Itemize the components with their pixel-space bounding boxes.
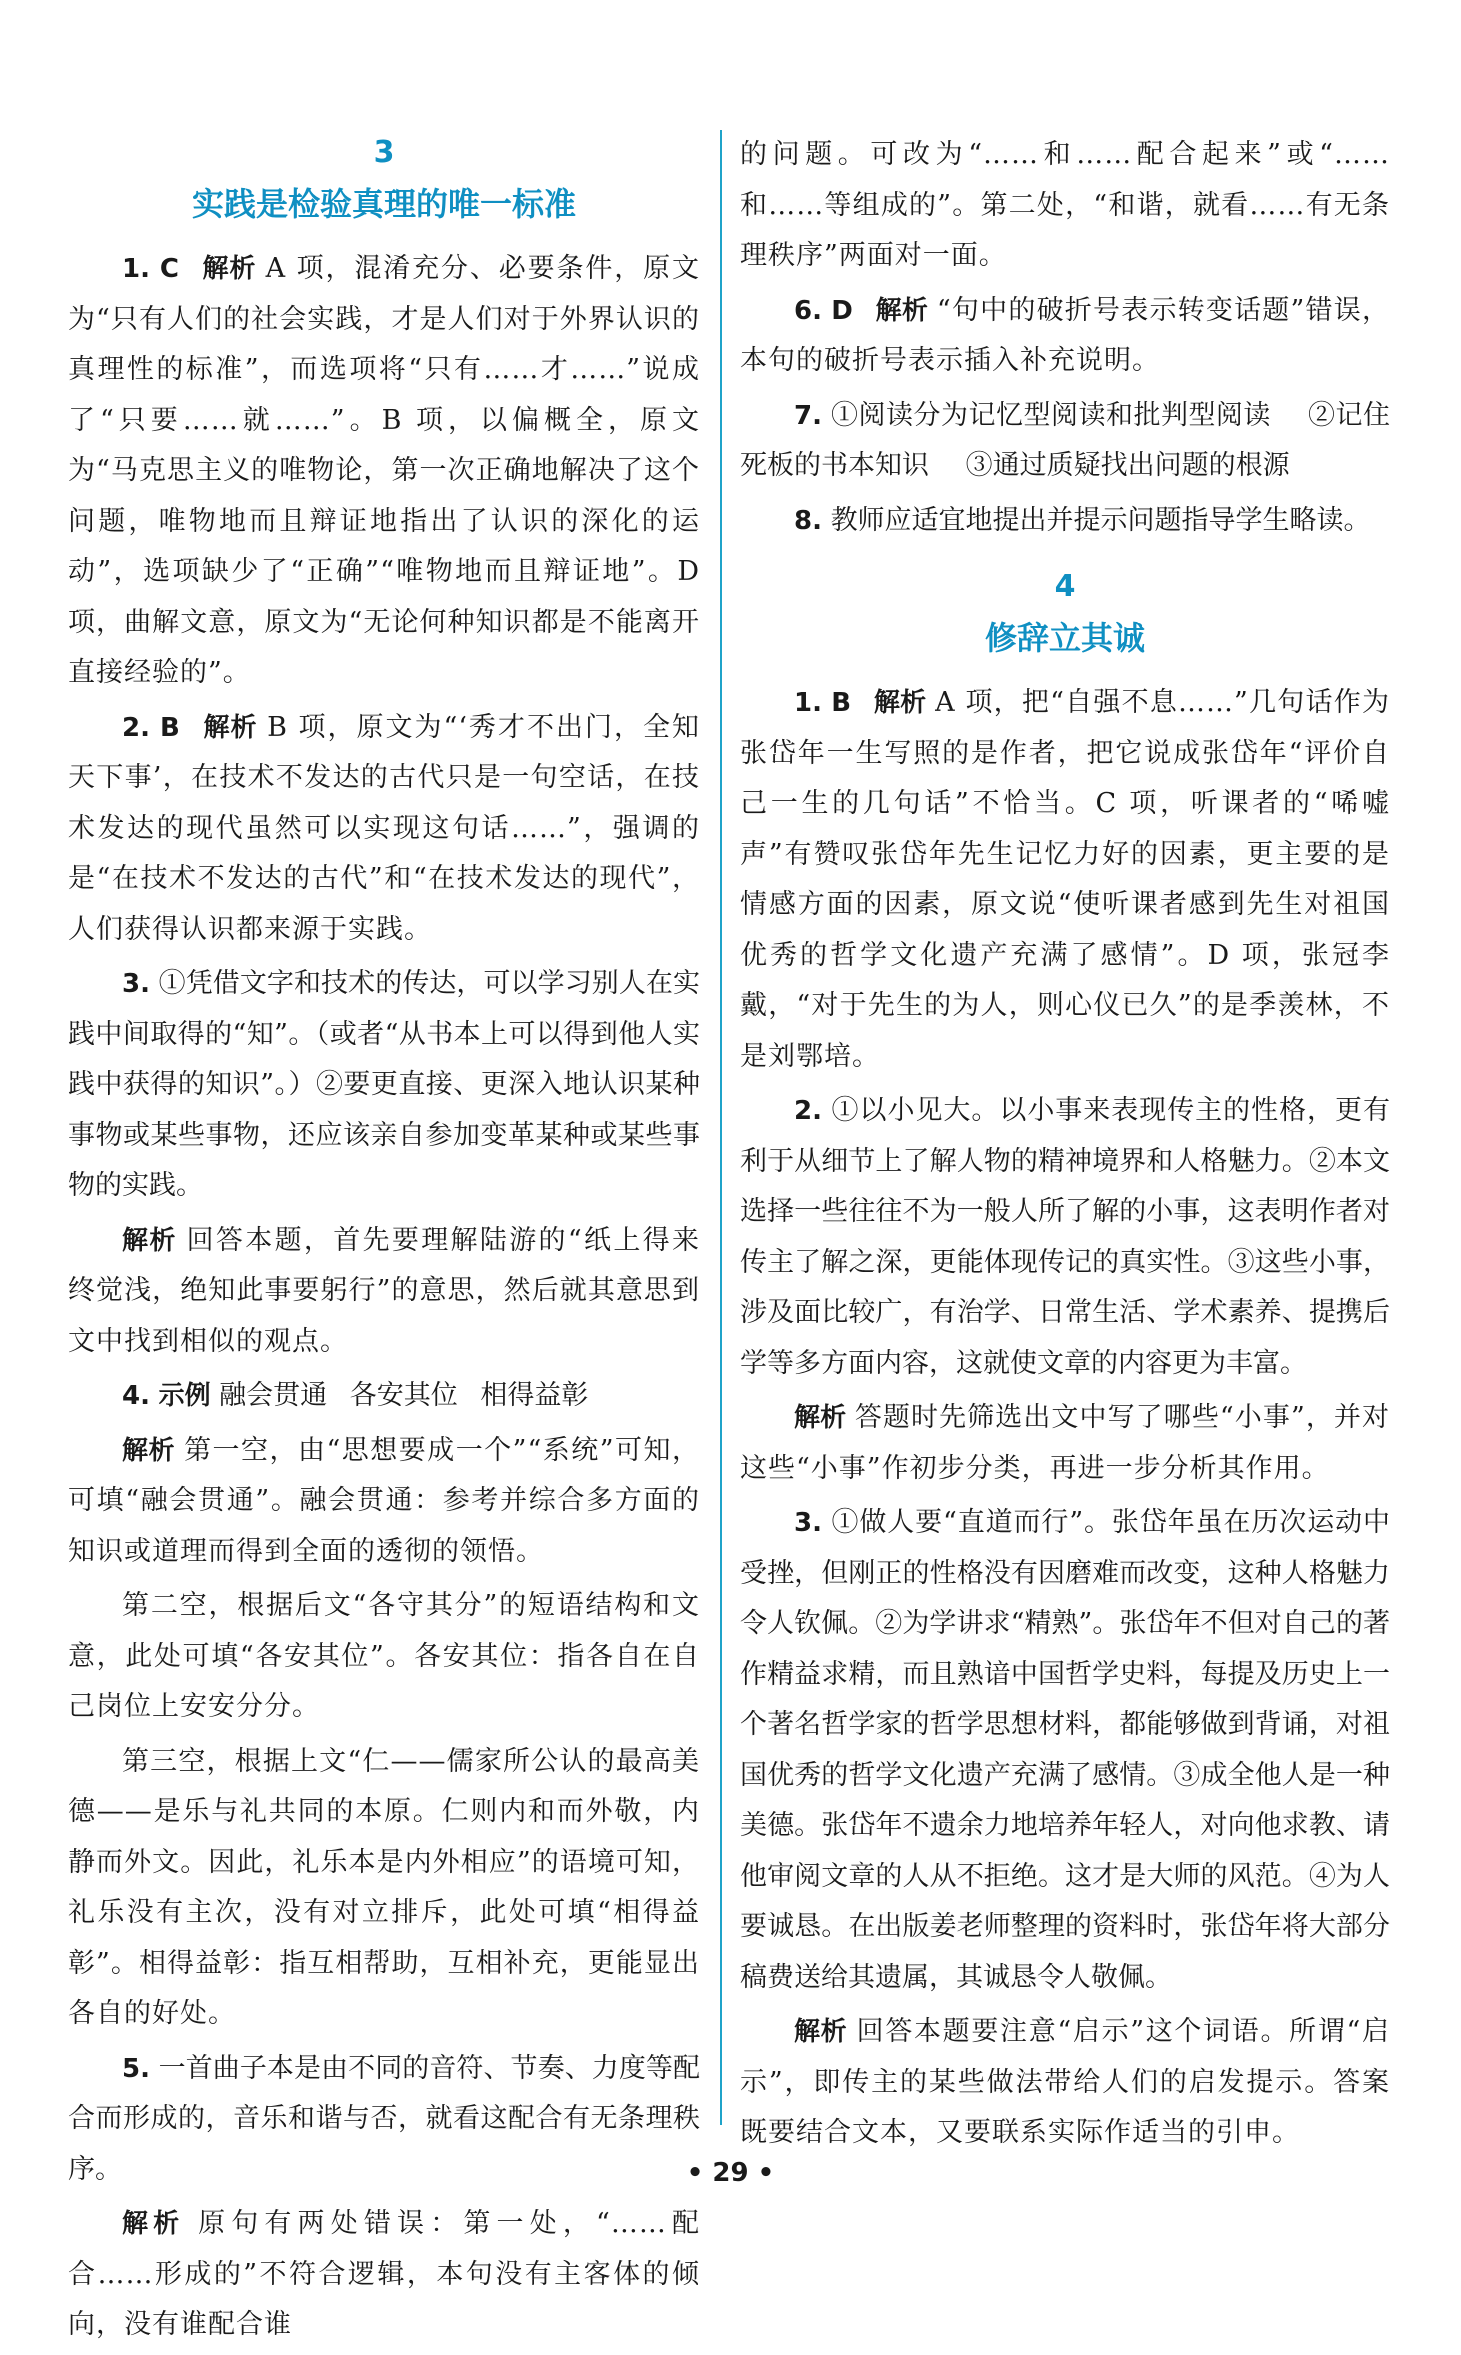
- analysis-label: 解析: [875, 295, 929, 326]
- column-divider: [720, 130, 722, 2125]
- s4-question-2-analysis: [740, 1393, 1390, 1494]
- question-1: [68, 244, 700, 699]
- question-5-analysis: [68, 2199, 700, 2351]
- answer-item: 各安其位: [349, 1380, 458, 1411]
- question-3-analysis: [68, 1216, 700, 1368]
- answer-text: ①凭借文字和技术的传达，可以学习别人在实践中间取得的“知”。（或者“从书本上可以得到他人实践中获得的知识”。）②要更直接、更深入地认识某种事物或某些事物，还应该亲自参加变革某种或某些事物的实践。: [68, 968, 700, 1201]
- analysis-text: 回答本题，首先要理解陆游的“纸上得来终觉浅，绝知此事要躬行”的意思，然后就其意思到文中找到相似的观点。: [68, 1224, 700, 1357]
- analysis-text: B 项，原文为“‘秀才不出门，全知天下事’，在技术不发达的古代只是一句空话，在技术发达的现代虽然可以实现这句话……”，强调的是“在技术不发达的古代”和“在技术发达的现代”，人们获得认识都来源于实践。: [68, 711, 700, 945]
- question-3-answer: [68, 959, 700, 1212]
- right-column: [740, 130, 1390, 2163]
- question-6: [740, 286, 1390, 387]
- s4-question-3-answer: [740, 1498, 1390, 2003]
- question-7: [740, 391, 1390, 492]
- answer-item: ③通过质疑找出问题的根源: [965, 450, 1290, 481]
- question-8: [740, 496, 1390, 547]
- s4-question-3-analysis: [740, 2007, 1390, 2159]
- answer-number: 1. B: [794, 688, 852, 718]
- answer-number: 7.: [794, 400, 822, 431]
- answer-number: 3.: [794, 1508, 822, 1538]
- answer-item: ②记住死板的书本知识: [740, 399, 1390, 481]
- analysis-text: A 项，混淆充分、必要条件，原文为“只有人们的社会实践，才是人们对于外界认识的真理性的标准”，而选项将“只有……才……”说成了“只要……就……”。B 项，以偏概全，原文为“马克思主义的唯物论，第一次正确地解决了这个问题，唯物地而且辩证地指出了认识的深化的运动”，选项缺少了“正确”“唯物地而且辩证地”。D 项，曲解文意，原文为“无论何种知识都是不能离开直接经验的”。: [68, 253, 700, 688]
- question-2: [68, 703, 700, 956]
- answer-text: 教师应适宜地提出并提示问题指导学生略读。: [830, 504, 1371, 536]
- analysis-label: 解析: [122, 1435, 175, 1466]
- analysis-label: 解析: [122, 2209, 185, 2239]
- answer-item: 融会贯通: [219, 1380, 328, 1411]
- section-number: 3: [373, 135, 395, 170]
- analysis-text: A 项，把“自强不息……”几句话作为张岱年一生写照的是作者，把它说成张岱年“评价自己一生的几句话”不恰当。C 项，听课者的“唏嘘声”有赞叹张岱年先生记忆力好的因素，更主要的是情感方面的因素，原文说“使听课者感到先生对祖国优秀的哲学文化遗产充满了感情”。D 项，张冠李戴，“对于先生的为人，则心仪已久”的是季羡林，不是刘鄂培。: [740, 687, 1390, 1072]
- question-4-answer: [68, 1371, 700, 1422]
- s4-question-1: [740, 678, 1390, 1082]
- answer-text: 一首曲子本是由不同的音符、节奏、力度等配合而形成的，音乐和谐与否，就看这配合有无条理秩序。: [68, 2052, 700, 2185]
- answer-number: 2.: [794, 1096, 822, 1126]
- analysis-label: 解析: [122, 1225, 177, 1256]
- answer-text: ①做人要“直道而行”。张岱年虽在历次运动中受挫，但刚正的性格没有因磨难而改变，这种人格魅力令人钦佩。②为学讲求“精熟”。张岱年不但对自己的著作精益求精，而且熟谙中国哲学史料，每提及历史上一个著名哲学家的哲学思想材料，都能够做到背诵，对祖国优秀的哲学文化遗产充满了感情。③成全他人是一种美德。张岱年不遗余力地培养年轻人，对向他求教、请他审阅文章的人从不拒绝。这才是大师的风范。④为人要诚恳。在出版姜老师整理的资料时，张岱年将大部分稿费送给其遗属，其诚恳令人敬佩。: [740, 1507, 1390, 1993]
- question-5-analysis-continued: 的问题。可改为“……和……配合起来”或“……和……等组成的”。第二处，“和谐，就看……有无条理秩序”两面对一面。: [740, 139, 1390, 271]
- analysis-text: 回答本题要注意“启示”这个词语。所谓“启示”，即传主的某些做法带给人们的启发提示。答案既要结合文本，又要联系实际作适当的引申。: [740, 2016, 1390, 2148]
- s4-question-2-answer: [740, 1086, 1390, 1389]
- answer-number: 5.: [122, 2053, 150, 2084]
- question-4-analysis-1: [68, 1426, 700, 1578]
- section-number: 4: [1054, 569, 1076, 604]
- answer-item: 相得益彰: [480, 1380, 589, 1411]
- analysis-text: 答题时先筛选出文中写了哪些“小事”，并对这些“小事”作初步分类，再进一步分析其作用。: [740, 1402, 1390, 1484]
- answer-number: 1. C: [122, 254, 179, 284]
- question-4-analysis-3: 第三空，根据上文“仁——儒家所公认的最高美德——是乐与礼共同的本原。仁则内和而外敬，内静而外文。因此，礼乐本是内外相应”的语境可知，礼乐没有主次，没有对立排斥，此处可填“相得益彰”。相得益彰：指互相帮助，互相补充，更能显出各自的好处。: [68, 1745, 700, 2029]
- answer-item: ①阅读分为记忆型阅读和批判型阅读: [831, 399, 1271, 431]
- analysis-text: 原句有两处错误：第一处，“……配合……形成的”不符合逻辑，本句没有主客体的倾向，没有谁配合谁: [68, 2208, 700, 2340]
- answer-number: 8.: [794, 505, 822, 536]
- analysis-label: 解析: [794, 1403, 847, 1433]
- analysis-label: 解析: [202, 254, 257, 284]
- section-title: 修辞立其诚: [984, 619, 1145, 657]
- analysis-text: 第一空，由“思想要成一个”“系统”可知，可填“融会贯通”。融会贯通：参考并综合多方面的知识或道理而得到全面的透彻的领悟。: [68, 1434, 700, 1567]
- section-title: 实践是检验真理的唯一标准: [191, 185, 576, 223]
- page-number: • 29 •: [686, 2158, 775, 2188]
- example-label: 示例: [158, 1381, 211, 1411]
- analysis-text: “句中的破折号表示转变话题”错误，本句的破折号表示插入补充说明。: [740, 294, 1390, 376]
- left-column: [68, 130, 700, 2355]
- analysis-label: 解析: [873, 688, 927, 718]
- answer-number: 4.: [122, 1381, 150, 1411]
- analysis-label: 解析: [794, 2017, 848, 2047]
- answer-number: 2. B: [122, 712, 180, 743]
- answer-number: 3.: [122, 969, 150, 999]
- answer-number: 6. D: [794, 295, 853, 326]
- question-4-analysis-2: 第二空，根据后文“各守其分”的短语结构和文意，此处可填“各安其位”。各安其位：指各自在自己岗位上安安分分。: [68, 1590, 700, 1722]
- analysis-label: 解析: [203, 712, 258, 743]
- answer-text: ①以小见大。以小事来表现传主的性格，更有利于从细节上了解人物的精神境界和人格魅力。②本文选择一些往往不为一般人所了解的小事，这表明作者对传主了解之深，更能体现传记的真实性。③这些小事，涉及面比较广，有治学、日常生活、学术素养、提携后学等多方面内容，这就使文章的内容更为丰富。: [740, 1095, 1390, 1379]
